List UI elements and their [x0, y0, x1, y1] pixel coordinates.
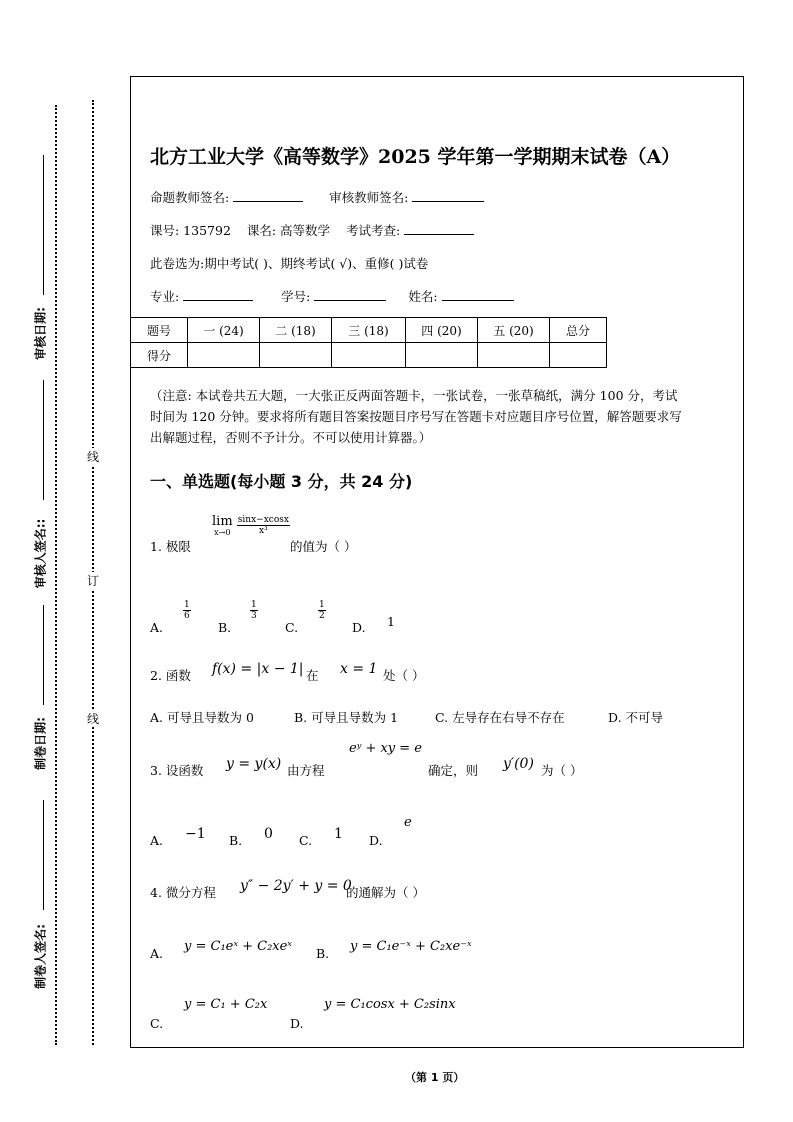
q1-opt-c-label: C.	[285, 620, 299, 635]
q4-opt-a-label: A.	[150, 946, 164, 961]
q1-opt-b-label: B.	[218, 620, 232, 635]
q2-opt-a: A. 可导且导数为 0	[150, 710, 254, 725]
q1-opt-c-den: 2	[319, 611, 325, 621]
q2-opt-d: D. 不可导	[608, 710, 664, 725]
q2-point: x = 1	[340, 661, 378, 677]
q4-opt-b: y = C₁e⁻ˣ + C₂xe⁻ˣ	[350, 939, 472, 954]
setter-sign-label: 命题教师签名:	[150, 190, 230, 205]
score-cell[interactable]	[478, 343, 550, 368]
reviewer-sign-label: 审核教师签名:	[329, 190, 409, 205]
name-field[interactable]	[442, 288, 514, 301]
q1-opt-b-num: 1	[251, 600, 257, 610]
q1-limit-expression	[212, 514, 290, 537]
q4-opt-c-label: C.	[150, 1016, 164, 1031]
setter-sign-field[interactable]	[233, 189, 303, 202]
q4-opt-b-label: B.	[316, 946, 330, 961]
make-date-underline	[43, 605, 44, 705]
q3-opt-c-value: 1	[334, 826, 343, 842]
q1-suffix: 的值为（ ）	[290, 539, 357, 554]
q1-opt-a-label: A.	[150, 620, 164, 635]
notice-line-2: 时间为 120 分钟。要求将所有题目答案按题目序号写在答题卡对应题目序号位置，解答题要求写	[150, 409, 682, 424]
q4-opt-c: y = C₁ + C₂x	[184, 997, 268, 1012]
q1-opt-c-num: 1	[319, 600, 325, 610]
q3-opt-b-value: 0	[264, 826, 273, 842]
score-header-cell: 二 (18)	[260, 318, 332, 343]
q3-opt-c-label: C.	[299, 833, 313, 848]
score-row-label: 得分	[131, 343, 188, 368]
score-header-cell: 题号	[131, 318, 188, 343]
exam-type-label: 考试考查:	[346, 223, 401, 238]
notice-line-1: （注意: 本试卷共五大题，一大张正反两面答题卡，一张试卷，一张草稿纸，满分 100 分，考试	[150, 388, 678, 403]
q3-determine: 确定，则	[428, 763, 479, 778]
binding-dotted-line-outer	[55, 105, 57, 1045]
q1-opt-d-value: 1	[387, 614, 395, 629]
score-cell[interactable]	[260, 343, 332, 368]
review-date-label: 审核日期:	[33, 307, 48, 360]
q1-denominator: x³	[259, 526, 268, 536]
course-line	[150, 221, 474, 239]
q2-function: f(x) = |x − 1|	[212, 661, 304, 677]
section-1-title: 一、单选题(每小题 3 分，共 24 分)	[150, 472, 413, 491]
binding-seal-char: 订	[87, 574, 100, 588]
binding-line-char-top: 线	[87, 450, 100, 464]
exam-type-field[interactable]	[404, 222, 474, 235]
q3-opt-d-value: e	[404, 815, 412, 830]
score-header-cell: 五 (20)	[478, 318, 550, 343]
reviewer-sign-underline	[43, 380, 44, 500]
q1-fraction	[237, 515, 290, 536]
notice-line-3: 出解题过程，否则不予计分。不可以使用计算器。）	[150, 430, 432, 445]
q4-prefix: 4. 微分方程	[150, 885, 216, 900]
q2-suffix: 处（ ）	[383, 668, 425, 683]
score-table-header-row	[131, 318, 607, 343]
score-cell[interactable]	[406, 343, 478, 368]
q2-prefix: 2. 函数	[150, 668, 191, 683]
q2-opt-c: C. 左导存在右导不存在	[435, 710, 565, 725]
reviewer-sign-field[interactable]	[412, 189, 484, 202]
q4-opt-d: y = C₁cosx + C₂sinx	[324, 997, 456, 1012]
signature-line	[150, 188, 484, 206]
q1-opt-a-den: 6	[184, 611, 190, 621]
q1-opt-a-value	[183, 600, 191, 621]
q4-equation: y″ − 2y′ + y = 0	[240, 878, 352, 894]
q3-derivative: y′(0)	[503, 756, 534, 772]
student-no-field[interactable]	[314, 288, 386, 301]
q1-opt-b-value	[250, 600, 258, 621]
major-label: 专业:	[150, 289, 180, 304]
major-field[interactable]	[183, 288, 253, 301]
reviewer-sign-label: 审核人签名::	[33, 518, 48, 589]
score-table	[130, 317, 607, 368]
q3-prefix: 3. 设函数	[150, 763, 204, 778]
score-cell[interactable]	[550, 343, 607, 368]
q1-opt-c-value	[318, 600, 326, 621]
q3-opt-a-value: −1	[185, 826, 206, 842]
q1-opt-d-label: D.	[352, 620, 366, 635]
q2-opt-b: B. 可导且导数为 1	[294, 710, 399, 725]
q4-suffix: 的通解为（ ）	[346, 885, 425, 900]
q3-opt-b-label: B.	[229, 833, 243, 848]
review-date-underline	[43, 155, 44, 295]
q3-function: y = y(x)	[226, 756, 282, 772]
q4-opt-d-label: D.	[290, 1016, 304, 1031]
binding-line-char-bottom: 线	[87, 712, 100, 726]
q1-lim-sub: x→0	[214, 528, 231, 537]
q1-numerator: sinx−xcosx	[237, 515, 289, 525]
q1-prefix: 1. 极限	[150, 539, 191, 554]
score-table-score-row	[131, 343, 607, 368]
course-name: 课名: 高等数学	[246, 223, 331, 238]
q4-opt-a: y = C₁eˣ + C₂xeˣ	[184, 939, 292, 954]
q3-by-equation: 由方程	[287, 763, 325, 778]
q1-opt-b-den: 3	[251, 611, 257, 621]
q1-opt-a-num: 1	[184, 600, 190, 610]
name-label: 姓名:	[408, 289, 438, 304]
score-cell[interactable]	[332, 343, 406, 368]
exam-choice-line: 此卷选为:期中考试( )、期终考试( √)、重修( )试卷	[150, 256, 429, 271]
q3-opt-a-label: A.	[150, 833, 164, 848]
score-cell[interactable]	[188, 343, 260, 368]
q3-suffix: 为（ ）	[541, 763, 583, 778]
q3-equation: eʸ + xy = e	[349, 741, 422, 756]
exam-title: 北方工业大学《高等数学》2025 学年第一学期期末试卷（A）	[150, 146, 681, 168]
course-number: 课号: 135792	[150, 223, 231, 238]
score-header-cell: 四 (20)	[406, 318, 478, 343]
q1-lim: lim	[212, 514, 233, 529]
q2-at: 在	[306, 668, 319, 683]
make-date-label: 制卷日期:	[33, 717, 48, 770]
maker-sign-label: 制卷人签名:	[33, 924, 48, 989]
student-no-label: 学号:	[281, 289, 311, 304]
score-header-cell: 总分	[550, 318, 607, 343]
score-header-cell: 一 (24)	[188, 318, 260, 343]
score-header-cell: 三 (18)	[332, 318, 406, 343]
student-info-line	[150, 287, 514, 305]
maker-sign-underline	[43, 800, 44, 910]
page-number: （第 1 页）	[405, 1071, 465, 1084]
q3-opt-d-label: D.	[369, 833, 383, 848]
